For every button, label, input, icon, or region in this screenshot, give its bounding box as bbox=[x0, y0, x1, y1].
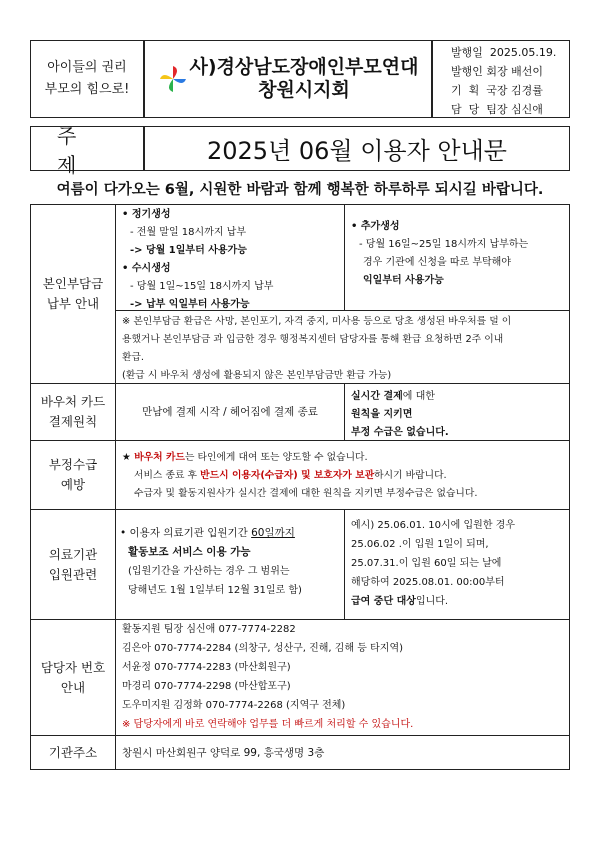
contacts-note: ※ 담당자에게 바로 연락해야 업무를 더 빠르게 처리할 수 있습니다. bbox=[122, 719, 414, 730]
greeting-text: 여름이 다가오는 6월, 시원한 바람과 함께 행복한 하루하루 되시길 바랍니다. bbox=[56, 182, 544, 198]
hospital-60-days: 60일까지 bbox=[251, 527, 295, 539]
refund-note-1: ※ 본인부담금 환급은 사망, 본인포기, 자격 중지, 미사용 등으로 당초 생성된 바우처를 덜 이 bbox=[122, 316, 512, 327]
subject-label: 주 제 bbox=[30, 126, 144, 171]
document-title: 2025년 06월 이용자 안내문 bbox=[144, 126, 570, 171]
extra-line-3: 익일부터 사용가능 bbox=[363, 275, 444, 286]
voucher-principle-cell bbox=[345, 384, 570, 441]
fraud-label-line2: 예방 bbox=[60, 477, 86, 492]
contacts-cell bbox=[116, 620, 570, 736]
voucher-rule-cell: 만남에 결제 시작 / 헤어짐에 결제 종료 bbox=[116, 384, 345, 441]
example-line-4: 해당하여 2025.08.01. 00:00부터 bbox=[351, 577, 505, 588]
fraud-line-2b: 하시기 바랍니다. bbox=[374, 470, 447, 481]
refund-note-2: 용했거나 본인부담금 과 입금한 경우 행정복지센터 담당자를 통해 환급 요청하면 2주 이내 bbox=[122, 334, 504, 345]
extra-title: • 추가생성 bbox=[351, 221, 400, 232]
example-line-2: 25.06.02 .이 입원 1일이 되며, bbox=[351, 539, 489, 550]
hospital-example-cell bbox=[345, 510, 570, 620]
address-value: 창원시 마산회원구 양덕로 99, 흥국생명 3층 bbox=[116, 736, 570, 770]
refund-note-4: (환급 시 바우처 생성에 활용되지 않은 본인부담금만 환급 가능) bbox=[122, 370, 392, 381]
hospital-line-1: • 이용자 의료기관 입원기간 bbox=[120, 527, 252, 539]
contact-seo-yunjeong: 서윤정 070-7774-2283 (마산회원구) bbox=[122, 662, 291, 673]
slogan-box bbox=[30, 40, 144, 118]
fraud-line-1: 는 타인에게 대여 또는 양도할 수 없습니다. bbox=[184, 452, 368, 463]
publication-info bbox=[432, 40, 570, 118]
hospital-label-line1: 의료기관 bbox=[48, 546, 98, 562]
fraud-content-cell bbox=[116, 441, 570, 510]
hospital-line-2: 활동보조 서비스 이용 가능 bbox=[128, 546, 251, 558]
occasional-line-2: -> 납부 익일부터 사용가능 bbox=[130, 299, 250, 310]
contact-kim-jeonghwa: 도우미지원 김정화 070-7774-2268 (지역구 전체) bbox=[122, 700, 346, 711]
address-label: 기관주소 bbox=[30, 736, 116, 770]
contact-kim-euna: 김은아 070-7774-2284 (의창구, 성산구, 진해, 김해 등 타지역) bbox=[122, 643, 404, 654]
voucher-card-text: 바우처 카드 bbox=[134, 452, 185, 463]
principle-line-3: 부정 수급은 없습니다. bbox=[351, 427, 449, 438]
branch-name: 창원시지회 bbox=[258, 79, 350, 101]
payment-regular-cell bbox=[116, 204, 345, 311]
refund-note-cell bbox=[116, 311, 570, 384]
payment-extra-cell bbox=[345, 204, 570, 311]
contact-ma-gyeongri: 마경리 070-7774-2298 (마산합포구) bbox=[122, 681, 291, 692]
realtime-payment-suffix: 에 대한 bbox=[402, 391, 435, 402]
contacts-label-line1: 담당자 번호 bbox=[40, 659, 106, 675]
fraud-line-3: 수급자 및 활동지원사가 실시간 결제에 대한 원칙을 지키면 부정수급은 없습니다. bbox=[134, 488, 478, 499]
payment-label bbox=[30, 204, 116, 384]
payment-label-line2: 납부 안내 bbox=[46, 295, 100, 311]
hospital-label bbox=[30, 510, 116, 620]
slogan-line-2: 부모의 힘으로! bbox=[44, 82, 130, 97]
extra-line-1: - 당월 16일~25일 18시까지 납부하는 bbox=[359, 239, 529, 250]
voucher-label-line1: 바우처 카드 bbox=[40, 394, 106, 409]
slogan-line-1: 아이들의 권리 bbox=[47, 60, 127, 75]
benefit-suspension: 급여 중단 대상 bbox=[351, 596, 416, 607]
pinwheel-logo-icon bbox=[158, 64, 188, 94]
regular-title: • 정기생성 bbox=[122, 209, 171, 220]
occasional-title: • 수시생성 bbox=[122, 263, 171, 274]
planner: 기 획 국장 김경률 bbox=[451, 84, 543, 97]
regular-line-1: - 전월 말일 18시까지 납부 bbox=[130, 227, 246, 238]
publisher: 발행인 회장 배선이 bbox=[451, 65, 544, 78]
fraud-line-2a: 서비스 종료 후 bbox=[134, 470, 201, 481]
hospital-rule-cell bbox=[116, 510, 345, 620]
organization-box bbox=[144, 40, 432, 118]
star-icon: ★ bbox=[122, 452, 135, 463]
example-line-1: 예시) 25.06.01. 10시에 입원한 경우 bbox=[351, 520, 515, 531]
voucher-label bbox=[30, 384, 116, 441]
fraud-label-line1: 부정수급 bbox=[48, 457, 98, 472]
payment-label-line1: 본인부담금 bbox=[42, 275, 104, 291]
hospital-line-4: 당해년도 1월 1일부터 12월 31일로 함) bbox=[128, 585, 302, 596]
contact-manager: 활동지원 팀장 심신애 077-7774-2282 bbox=[122, 624, 296, 635]
organization-name: 사)경상남도장애인부모연대 bbox=[189, 56, 419, 78]
fraud-label bbox=[30, 441, 116, 510]
fraud-line-2-emphasis: 반드시 이용자(수급자) 및 보호자가 보관 bbox=[200, 470, 375, 481]
example-line-5: 입니다. bbox=[415, 596, 449, 607]
publish-date: 발행일 2025.05.19. bbox=[451, 46, 557, 59]
example-line-3: 25.07.31.이 입원 60일 되는 날에 bbox=[351, 558, 502, 569]
manager: 담 당 팀장 심신애 bbox=[451, 103, 543, 116]
extra-line-2: 경우 기관에 신청을 따로 부탁해야 bbox=[363, 257, 511, 268]
principle-line-2: 원칙을 지키면 bbox=[351, 409, 413, 420]
regular-line-2: -> 당월 1일부터 사용가능 bbox=[130, 245, 247, 256]
hospital-label-line2: 입원관련 bbox=[48, 566, 98, 582]
contacts-label bbox=[30, 620, 116, 736]
hospital-line-3: (입원기간을 가산하는 경우 그 범위는 bbox=[128, 566, 290, 577]
occasional-line-1: - 당월 1일~15일 18시까지 납부 bbox=[130, 281, 274, 292]
voucher-label-line2: 결제원칙 bbox=[48, 414, 98, 429]
realtime-payment: 실시간 결제 bbox=[351, 391, 403, 402]
contacts-label-line2: 안내 bbox=[60, 679, 86, 695]
refund-note-3: 환급. bbox=[122, 352, 145, 363]
